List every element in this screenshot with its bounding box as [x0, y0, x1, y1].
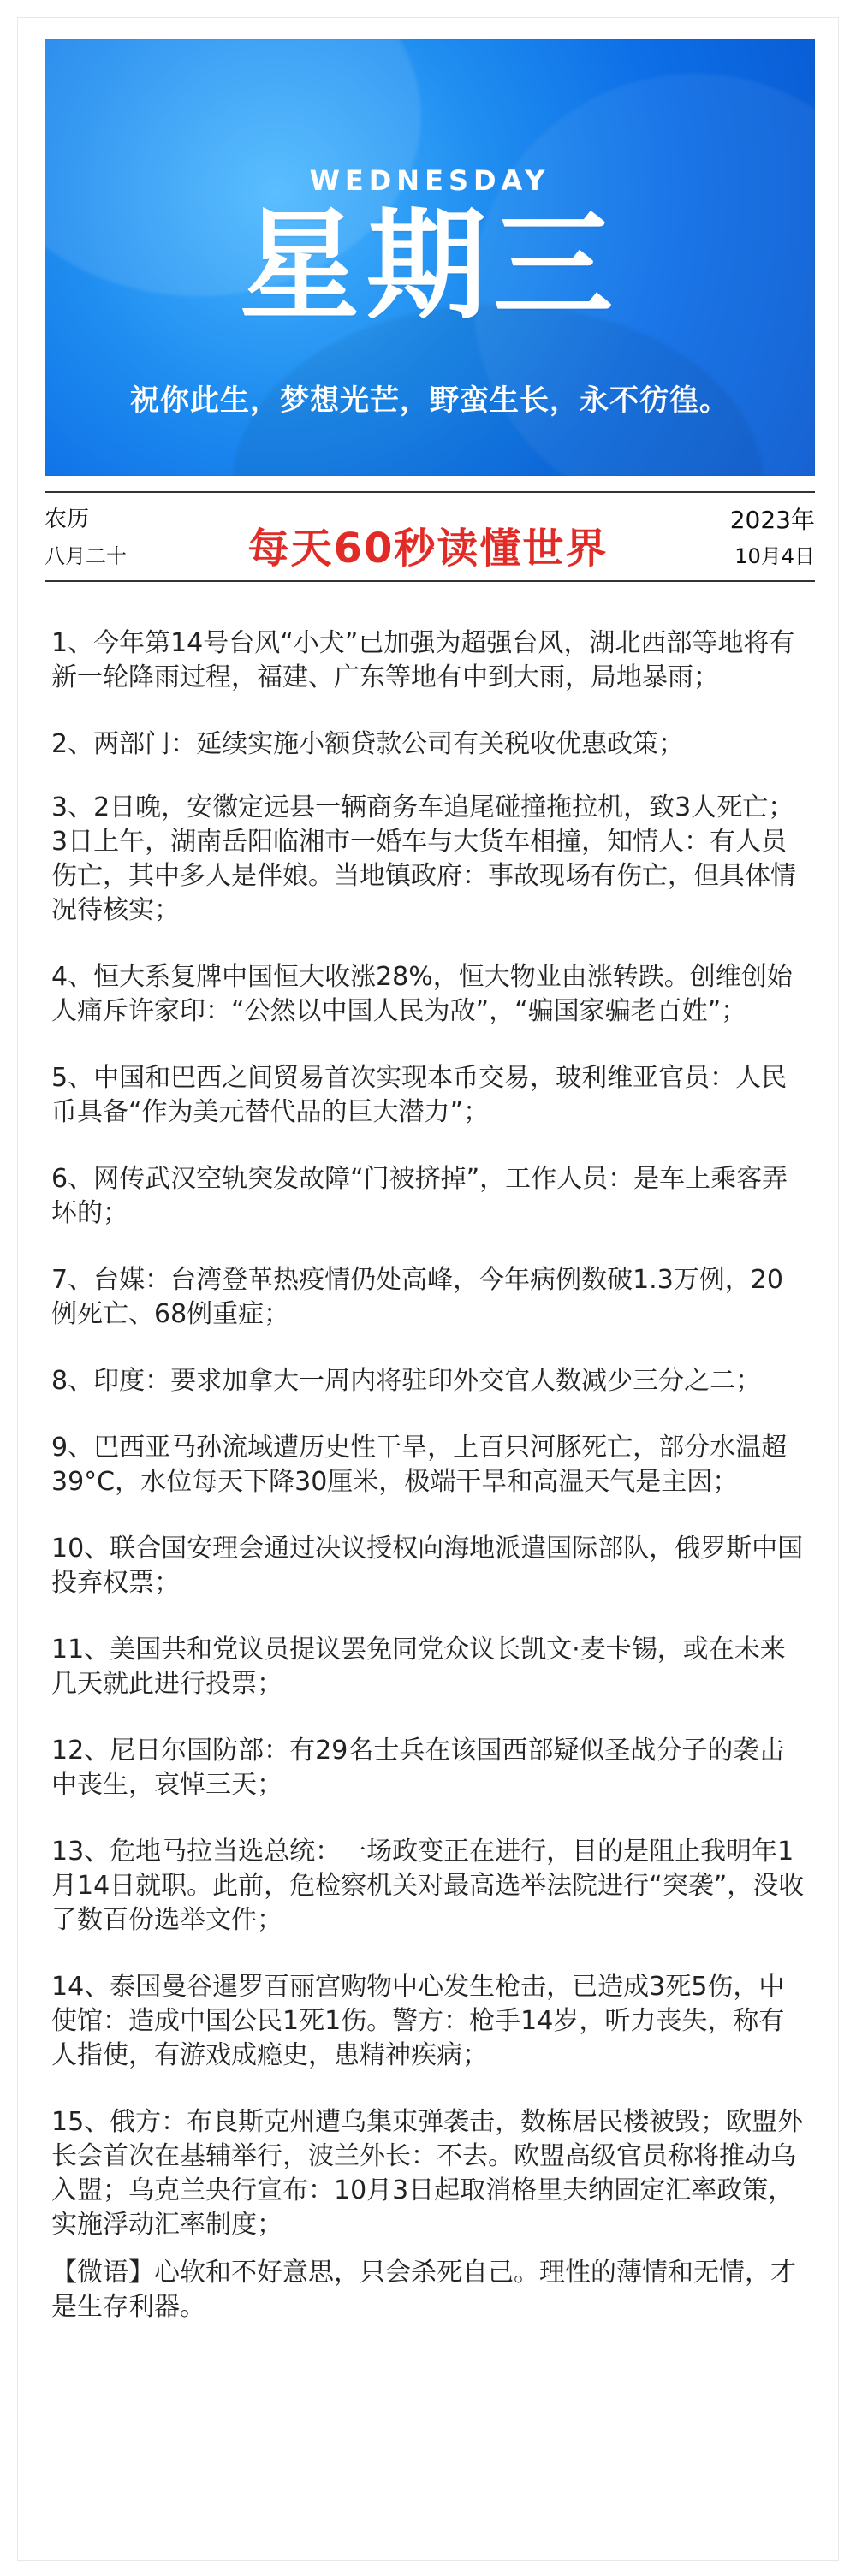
news-item-12: 12、尼日尔国防部：有29名士兵在该国西部疑似圣战分子的袭击中丧生，哀悼三天； [51, 1736, 785, 1800]
news-item-1: 1、今年第14号台风“小犬”已加强为超强台风，湖北西部等地将有新一轮降雨过程，福建、广东等地有中到大雨，局地暴雨； [51, 628, 795, 692]
weekday-banner [45, 39, 815, 476]
news-item-15: 15、俄方：布良斯克州遭乌集束弹袭击，数栋居民楼被毁；欧盟外长会首次在基辅举行，波兰外长：不去。欧盟高级官员称将推动乌入盟；乌克兰央行宣布：10月3日起取消格里夫纳固定汇率政策，实施浮动汇率制度； [51, 2107, 804, 2240]
daily-quote: 【微语】心软和不好意思，只会杀死自己。理性的薄情和无情，才是生存利器。 [51, 2258, 796, 2322]
weekday-english: WEDNESDAY [309, 164, 550, 197]
news-item-8: 8、印度：要求加拿大一周内将驻印外交官人数减少三分之二； [51, 1366, 762, 1396]
news-item-14: 14、泰国曼谷暹罗百丽宫购物中心发生枪击，已造成3死5伤，中使馆：造成中国公民1死1伤。警方：枪手14岁，听力丧失，称有人指使，有游戏成瘾史，患精神疾病； [51, 1972, 785, 2070]
news-item-5: 5、中国和巴西之间贸易首次实现本币交易，玻利维亚官员：人民币具备“作为美元替代品的巨大潜力”； [51, 1063, 788, 1127]
news-item-2: 2、两部门：延续实施小额贷款公司有关税收优惠政策； [51, 729, 685, 759]
header-divider-top [45, 491, 815, 493]
news-item-10: 10、联合国安理会通过决议授权向海地派遣国际部队，俄罗斯中国投弃权票； [51, 1534, 804, 1598]
weekday-chinese: 星期三 [239, 197, 620, 336]
news-item-3: 3、2日晚，安徽定远县一辆商务车追尾碰撞拖拉机，致3人死亡；3日上午，湖南岳阳临湘市一婚车与大货车相撞，知情人：有人员伤亡，其中多人是伴娘。当地镇政府：事故现场有伤亡，但具体情况待核实； [51, 792, 796, 925]
news-item-11: 11、美国共和党议员提议罢免同党众议长凯文·麦卡锡，或在未来几天就此进行投票； [51, 1635, 786, 1699]
date-label: 10月4日 [734, 544, 815, 568]
news-item-7: 7、台媒：台湾登革热疫情仍处高峰，今年病例数破1.3万例，20例死亡、68例重症； [51, 1265, 783, 1329]
year-label: 2023年 [729, 506, 815, 534]
news-list [51, 626, 805, 2324]
news-item-6: 6、网传武汉空轨突发故障“门被挤掉”，工作人员：是车上乘客弄坏的； [51, 1164, 788, 1228]
banner-slogan: 祝你此生，梦想光芒，野蛮生长，永不彷徨。 [130, 383, 729, 418]
news-item-13: 13、危地马拉当选总统：一场政变正在进行，目的是阻止我明年1月14日就职。此前，危检察机关对最高选举法院进行“突袭”，没收了数百份选举文件； [51, 1837, 805, 1935]
lunar-calendar-label: 农历 [45, 507, 90, 532]
header-divider-bottom [45, 580, 815, 582]
page-title: 每天60秒读懂世界 [247, 525, 609, 573]
news-item-4: 4、恒大系复牌中国恒大收涨28%，恒大物业由涨转跌。创维创始人痛斥许家印：“公然以中国人民为敌”，“骗国家骗老百姓”； [51, 962, 793, 1026]
lunar-date: 八月二十 [45, 544, 127, 568]
news-item-9: 9、巴西亚马孙流域遭历史性干旱，上百只河豚死亡，部分水温超39°C，水位每天下降30厘米，极端干旱和高温天气是主因； [51, 1433, 788, 1497]
